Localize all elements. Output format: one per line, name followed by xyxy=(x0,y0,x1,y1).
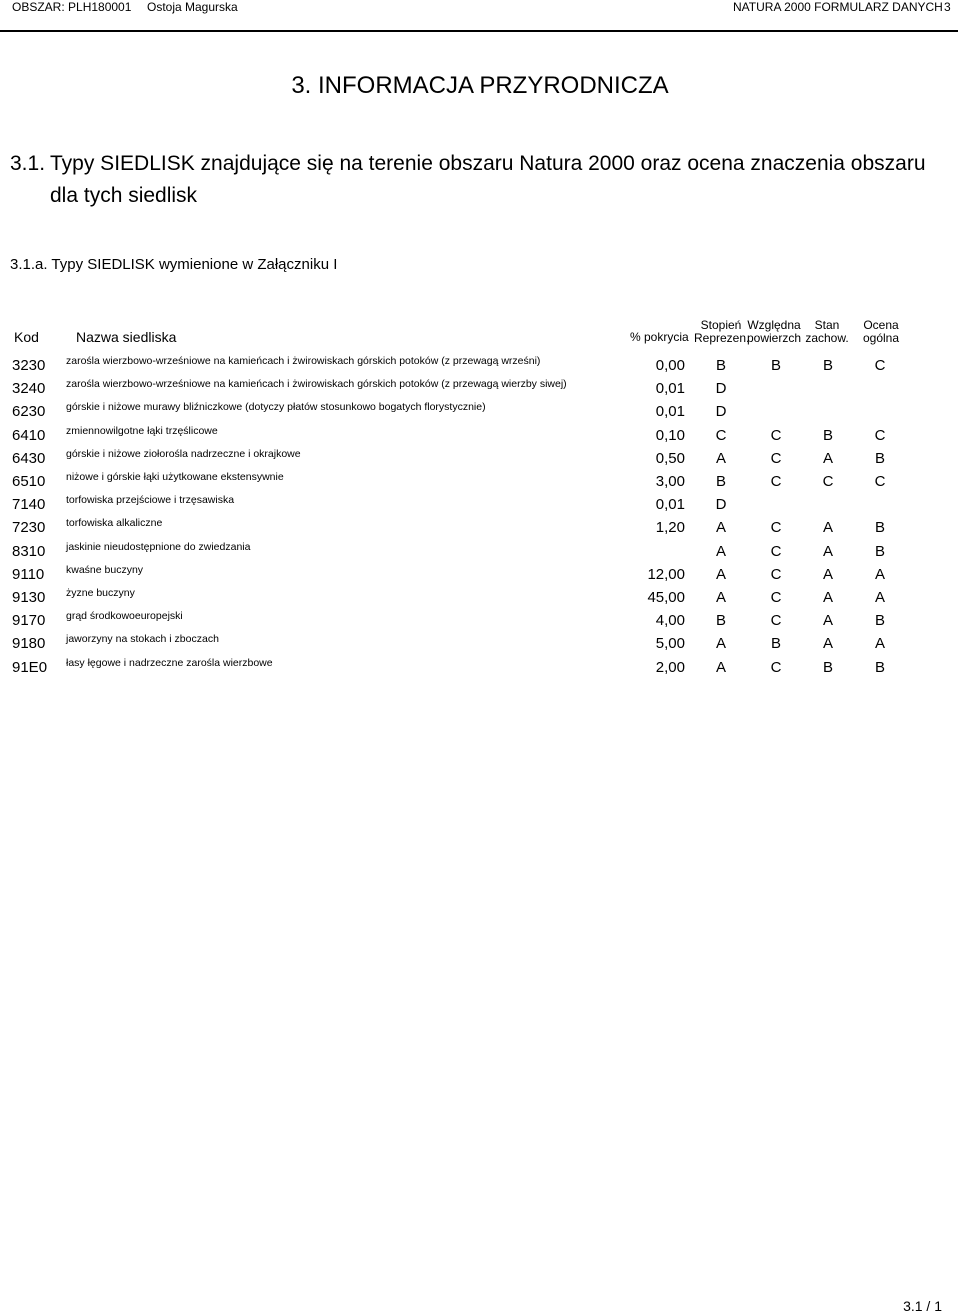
conservation-grade: C xyxy=(822,473,834,490)
coverage-percent: 2,00 xyxy=(655,658,685,676)
conservation-grade: B xyxy=(822,357,833,374)
overall-grade: B xyxy=(874,542,885,560)
habitat-code: 6230 xyxy=(12,403,46,421)
representativity-grade: D xyxy=(715,380,727,398)
col-nazwa: Nazwa siedliska xyxy=(76,329,177,345)
habitat-code: 7230 xyxy=(12,519,46,537)
table-row xyxy=(0,633,960,656)
subsection-title: 3.1.a. Typy SIEDLISK wymienione w Załączniku I xyxy=(10,256,338,273)
habitat-name: łasy łęgowe i nadrzeczne zarośla wierzbowe xyxy=(66,656,273,669)
conservation-grade: A xyxy=(822,565,833,583)
table-row xyxy=(0,355,960,378)
table-row xyxy=(0,564,960,587)
col-ocena-line2: ogólna xyxy=(862,331,900,345)
main-title: 3. INFORMACJA PRZYRODNICZA xyxy=(291,72,669,99)
habitat-name: grąd środkowoeuropejski xyxy=(66,610,183,623)
relative-area-grade: C xyxy=(770,519,782,537)
coverage-percent: 0,01 xyxy=(655,380,685,398)
overall-grade: B xyxy=(874,658,885,676)
col-ocena xyxy=(858,319,904,345)
coverage-percent: 0,00 xyxy=(655,357,685,374)
page-header xyxy=(0,0,958,32)
col-stopien-line1: Stopień xyxy=(700,318,742,332)
section-text: Typy SIEDLISK znajdujące się na terenie obszaru Natura 2000 oraz ocena znaczenia obszaru dla tych siedlisk xyxy=(50,152,926,207)
representativity-grade: B xyxy=(715,473,726,490)
representativity-grade: A xyxy=(715,519,726,537)
representativity-grade: A xyxy=(715,589,726,606)
coverage-percent: 0,10 xyxy=(655,426,685,444)
col-stopien-line2: Reprezen. xyxy=(694,331,750,345)
conservation-grade: B xyxy=(822,426,833,444)
coverage-percent: 0,01 xyxy=(655,496,685,514)
coverage-percent: 45,00 xyxy=(647,589,685,606)
table-row xyxy=(0,378,960,401)
conservation-grade: A xyxy=(822,449,833,467)
representativity-grade: A xyxy=(715,565,726,583)
representativity-grade: B xyxy=(715,612,726,630)
relative-area-grade: C xyxy=(770,426,782,444)
form-title: NATURA 2000 FORMULARZ DANYCH xyxy=(733,0,943,14)
overall-grade: B xyxy=(874,612,885,630)
relative-area-grade: C xyxy=(770,473,782,490)
habitat-code: 3230 xyxy=(12,357,46,374)
coverage-percent: 3,00 xyxy=(655,473,685,490)
habitat-name: górskie i niżowe ziołorośla nadrzeczne i okrajkowe xyxy=(66,447,301,460)
habitat-name: zarośla wierzbowo-wrześniowe na kamieńcach i żwirowiskach górskich potoków (z przewagą wrześni) xyxy=(66,355,541,367)
relative-area-grade: C xyxy=(770,589,782,606)
habitat-code: 9170 xyxy=(12,612,46,630)
habitat-name: niżowe i górskie łąki użytkowane ekstensywnie xyxy=(66,471,284,483)
col-stopien xyxy=(694,319,748,345)
habitat-name: górskie i niżowe murawy bliźniczkowe (dotyczy płatów stosunkowo bogatych florystycznie) xyxy=(66,401,486,414)
coverage-percent: 0,50 xyxy=(655,449,685,467)
habitat-name: jaworzyny na stokach i zboczach xyxy=(66,633,219,646)
habitat-code: 6430 xyxy=(12,449,46,467)
footer-page-number: 3.1 / 1 xyxy=(903,1298,942,1314)
coverage-percent: 0,01 xyxy=(655,403,685,421)
relative-area-grade: C xyxy=(770,612,782,630)
overall-grade: C xyxy=(874,426,886,444)
col-stan-line1: Stan xyxy=(814,318,840,332)
col-wzgledna-line1: Względna xyxy=(747,318,801,332)
representativity-grade: A xyxy=(715,635,726,653)
col-pokrycie: % pokrycia xyxy=(630,330,689,344)
representativity-grade: C xyxy=(715,426,727,444)
table-row xyxy=(0,471,960,494)
habitat-name: zmiennowilgotne łąki trzęślicowe xyxy=(66,424,218,437)
col-wzgledna-line2: powierzch xyxy=(746,331,802,345)
coverage-percent: 12,00 xyxy=(647,565,685,583)
habitat-code: 3240 xyxy=(12,380,46,398)
overall-grade: B xyxy=(874,449,885,467)
table-row xyxy=(0,610,960,633)
table-row xyxy=(0,541,960,564)
representativity-grade: B xyxy=(715,357,726,374)
col-stan-line2: zachow. xyxy=(805,331,849,345)
col-ocena-line1: Ocena xyxy=(863,318,899,332)
overall-grade: B xyxy=(874,519,885,537)
representativity-grade: D xyxy=(715,403,727,421)
table-row xyxy=(0,587,960,610)
table-row xyxy=(0,448,960,471)
table-row xyxy=(0,425,960,448)
section-number: 3.1. xyxy=(10,152,46,175)
representativity-grade: A xyxy=(715,542,726,560)
habitat-name: torfowiska alkaliczne xyxy=(66,517,163,530)
habitat-code: 7140 xyxy=(12,496,46,514)
relative-area-grade: C xyxy=(770,542,782,560)
habitat-code: 8310 xyxy=(12,542,46,560)
table-row xyxy=(0,401,960,424)
col-wzgledna xyxy=(746,319,802,345)
habitat-name: jaskinie nieudostępnione do zwiedzania xyxy=(66,540,251,553)
habitat-code: 6510 xyxy=(12,473,46,490)
col-kod: Kod xyxy=(14,329,39,345)
table-row xyxy=(0,517,960,540)
table-row xyxy=(0,657,960,680)
habitat-code: 9130 xyxy=(12,589,46,606)
habitat-name: zarośla wierzbowo-wrześniowe na kamieńcach i żwirowiskach górskich potoków (z przewagą wierzby siwej) xyxy=(66,378,567,391)
overall-grade: A xyxy=(874,589,885,606)
conservation-grade: A xyxy=(822,612,833,630)
habitat-code: 9180 xyxy=(12,635,46,653)
representativity-grade: A xyxy=(715,449,726,467)
relative-area-grade: B xyxy=(770,635,781,653)
conservation-grade: A xyxy=(822,589,833,606)
representativity-grade: A xyxy=(715,658,726,676)
header-page-number: 3 xyxy=(944,0,951,14)
col-stan xyxy=(804,319,850,345)
habitat-code: 9110 xyxy=(12,565,45,583)
habitat-name: kwaśne buczyny xyxy=(66,563,144,576)
coverage-percent: 4,00 xyxy=(655,612,685,630)
conservation-grade: A xyxy=(822,635,833,653)
habitat-code: 6410 xyxy=(12,426,46,444)
conservation-grade: B xyxy=(822,658,833,676)
overall-grade: A xyxy=(874,635,885,653)
relative-area-grade: C xyxy=(770,565,782,583)
coverage-percent: 5,00 xyxy=(655,635,685,653)
habitat-name: żyzne buczyny xyxy=(66,587,135,599)
relative-area-grade: C xyxy=(770,449,782,467)
relative-area-grade: B xyxy=(770,357,781,374)
coverage-percent: 1,20 xyxy=(655,519,685,537)
overall-grade: C xyxy=(874,357,886,374)
habitat-code: 91E0 xyxy=(12,658,48,676)
conservation-grade: A xyxy=(822,519,833,537)
conservation-grade: A xyxy=(822,542,833,560)
representativity-grade: D xyxy=(715,496,727,514)
habitat-name: torfowiska przejściowe i trzęsawiska xyxy=(66,494,235,507)
table-row xyxy=(0,494,960,517)
area-name: Ostoja Magurska xyxy=(147,0,238,14)
area-code: OBSZAR: PLH180001 xyxy=(12,0,132,14)
overall-grade: C xyxy=(874,473,886,490)
relative-area-grade: C xyxy=(770,658,782,676)
overall-grade: A xyxy=(874,565,885,583)
